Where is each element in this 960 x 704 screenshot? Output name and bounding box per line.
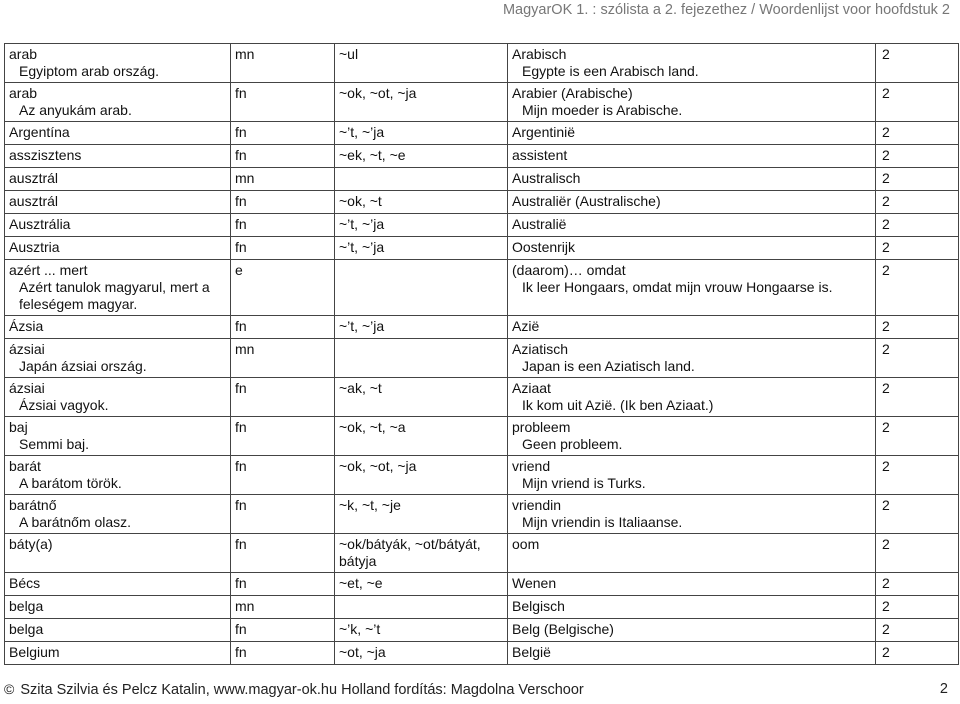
dutch-translation-text: Australisch <box>512 170 581 186</box>
part-of-speech <box>231 83 335 122</box>
part-of-speech-text: fn <box>235 85 247 101</box>
part-of-speech-text: fn <box>235 644 247 660</box>
dutch-translation <box>508 534 876 573</box>
dutch-translation <box>508 316 876 339</box>
part-of-speech <box>231 495 335 534</box>
part-of-speech-text: fn <box>235 239 247 255</box>
dutch-translation-text: Arabier (Arabische) <box>512 85 633 101</box>
dutch-translation-example: Mijn moeder is Arabische. <box>522 102 683 118</box>
table-row <box>5 417 959 456</box>
dutch-translation <box>508 495 876 534</box>
dutch-translation-text: België <box>512 644 551 660</box>
word-endings <box>335 456 508 495</box>
chapter-number <box>876 260 959 316</box>
hungarian-word <box>5 534 231 573</box>
chapter-number-text: 2 <box>882 419 890 435</box>
word-endings <box>335 316 508 339</box>
hungarian-word-example: Ázsiai vagyok. <box>19 397 109 413</box>
dutch-translation-text: Azië <box>512 318 540 334</box>
word-endings <box>335 642 508 665</box>
dutch-translation-text: (daarom)… omdat <box>512 262 626 278</box>
chapter-number-text: 2 <box>882 147 890 163</box>
chapter-number-text: 2 <box>882 124 890 140</box>
footer-authors: Szita Szilvia és Pelcz Katalin, www.magyar-ok.hu <box>20 682 338 698</box>
chapter-number-text: 2 <box>882 621 890 637</box>
word-endings <box>335 237 508 260</box>
table-row <box>5 378 959 417</box>
part-of-speech-text: fn <box>235 536 247 552</box>
dutch-translation-text: vriend <box>512 458 551 474</box>
dutch-translation-example: Geen probleem. <box>522 436 623 452</box>
part-of-speech-text: fn <box>235 193 247 209</box>
word-endings <box>335 495 508 534</box>
hungarian-word-text: Belgium <box>9 644 60 660</box>
dutch-translation <box>508 596 876 619</box>
part-of-speech-text: mn <box>235 46 255 62</box>
part-of-speech-text: mn <box>235 598 255 614</box>
hungarian-word <box>5 316 231 339</box>
dutch-translation-example: Ik leer Hongaars, omdat mijn vrouw Hongaarse is. <box>522 279 833 295</box>
dutch-translation-text: Belg (Belgische) <box>512 621 614 637</box>
chapter-number <box>876 378 959 417</box>
hungarian-word-text: belga <box>9 621 44 637</box>
hungarian-word-text: Ausztrália <box>9 216 71 232</box>
chapter-number <box>876 122 959 145</box>
hungarian-word <box>5 145 231 168</box>
chapter-number-text: 2 <box>882 46 890 62</box>
hungarian-word <box>5 260 231 316</box>
chapter-number-text: 2 <box>882 193 890 209</box>
word-endings <box>335 339 508 378</box>
word-endings-text: ~’t, ~’ja <box>339 216 385 232</box>
table-row <box>5 619 959 642</box>
chapter-number-text: 2 <box>882 239 890 255</box>
hungarian-word-text: belga <box>9 598 44 614</box>
table-row <box>5 145 959 168</box>
word-endings-text: ~’t, ~’ja <box>339 318 385 334</box>
chapter-number <box>876 316 959 339</box>
part-of-speech <box>231 417 335 456</box>
word-endings <box>335 619 508 642</box>
part-of-speech-text: fn <box>235 380 247 396</box>
dutch-translation-text: Oostenrijk <box>512 239 576 255</box>
chapter-number <box>876 642 959 665</box>
hungarian-word-text: Ázsia <box>9 318 44 334</box>
hungarian-word-text: ázsiai <box>9 341 45 357</box>
vocabulary-table-body <box>5 44 959 665</box>
page-footer <box>0 681 960 701</box>
table-row <box>5 44 959 83</box>
word-endings <box>335 417 508 456</box>
dutch-translation-text: Australiër (Australische) <box>512 193 661 209</box>
chapter-number <box>876 596 959 619</box>
word-endings <box>335 145 508 168</box>
dutch-translation-example: Ik kom uit Azië. (Ik ben Aziaat.) <box>522 397 714 413</box>
word-endings <box>335 83 508 122</box>
part-of-speech-text: fn <box>235 318 247 334</box>
hungarian-word-example: Az anyukám arab. <box>19 102 132 118</box>
dutch-translation-text: vriendin <box>512 497 562 513</box>
dutch-translation-example: Mijn vriend is Turks. <box>522 475 646 491</box>
word-endings-text: ~ok/bátyák, ~ot/bátyát, bátyja <box>339 536 481 569</box>
chapter-number <box>876 534 959 573</box>
part-of-speech-text: fn <box>235 419 247 435</box>
hungarian-word-text: arab <box>9 46 38 62</box>
chapter-number-text: 2 <box>882 262 890 278</box>
chapter-number-text: 2 <box>882 458 890 474</box>
chapter-number-text: 2 <box>882 341 890 357</box>
part-of-speech-text: fn <box>235 621 247 637</box>
word-endings-text: ~ok, ~ot, ~ja <box>339 85 417 101</box>
dutch-translation-text: probleem <box>512 419 571 435</box>
part-of-speech <box>231 456 335 495</box>
word-endings <box>335 44 508 83</box>
chapter-number <box>876 417 959 456</box>
table-row <box>5 642 959 665</box>
word-endings-text: ~’k, ~’t <box>339 621 381 637</box>
word-endings-text: ~’t, ~’ja <box>339 124 385 140</box>
hungarian-word-text: Argentína <box>9 124 70 140</box>
dutch-translation-text: oom <box>512 536 540 552</box>
chapter-number <box>876 495 959 534</box>
chapter-number-text: 2 <box>882 497 890 513</box>
word-endings <box>335 260 508 316</box>
part-of-speech-text: fn <box>235 124 247 140</box>
part-of-speech <box>231 573 335 596</box>
word-endings-text: ~ok, ~t, ~a <box>339 419 406 435</box>
table-row <box>5 316 959 339</box>
hungarian-word-text: ázsiai <box>9 380 45 396</box>
hungarian-word-text: azért ... mert <box>9 262 88 278</box>
hungarian-word-example: A barátom török. <box>19 475 122 491</box>
hungarian-word-text: ausztrál <box>9 193 59 209</box>
dutch-translation-example: Egypte is een Arabisch land. <box>522 63 699 79</box>
hungarian-word-text: baj <box>9 419 28 435</box>
table-row <box>5 214 959 237</box>
part-of-speech <box>231 378 335 417</box>
dutch-translation <box>508 260 876 316</box>
part-of-speech-text: fn <box>235 497 247 513</box>
part-of-speech <box>231 339 335 378</box>
part-of-speech <box>231 122 335 145</box>
word-endings-text: ~’t, ~’ja <box>339 239 385 255</box>
dutch-translation-text: Belgisch <box>512 598 565 614</box>
part-of-speech <box>231 168 335 191</box>
word-endings <box>335 573 508 596</box>
hungarian-word-text: barát <box>9 458 41 474</box>
hungarian-word-example: Azért tanulok magyarul, mert a feleségem magyar. <box>19 279 210 312</box>
chapter-number-text: 2 <box>882 170 890 186</box>
part-of-speech-text: fn <box>235 575 247 591</box>
part-of-speech-text: mn <box>235 341 255 357</box>
table-row <box>5 339 959 378</box>
table-row <box>5 260 959 316</box>
word-endings-text: ~ek, ~t, ~e <box>339 147 406 163</box>
dutch-translation <box>508 642 876 665</box>
table-row <box>5 122 959 145</box>
hungarian-word-text: barátnő <box>9 497 57 513</box>
part-of-speech-text: mn <box>235 170 255 186</box>
part-of-speech-text: fn <box>235 458 247 474</box>
dutch-translation <box>508 237 876 260</box>
hungarian-word-text: asszisztens <box>9 147 82 163</box>
dutch-translation-text: Aziaat <box>512 380 551 396</box>
dutch-translation <box>508 168 876 191</box>
word-endings-text: ~ul <box>339 46 359 62</box>
chapter-number <box>876 237 959 260</box>
table-row <box>5 191 959 214</box>
chapter-number <box>876 168 959 191</box>
chapter-number-text: 2 <box>882 380 890 396</box>
dutch-translation <box>508 573 876 596</box>
dutch-translation <box>508 417 876 456</box>
table-row <box>5 573 959 596</box>
dutch-translation <box>508 145 876 168</box>
word-endings-text: ~k, ~t, ~je <box>339 497 401 513</box>
hungarian-word-example: Japán ázsiai ország. <box>19 358 147 374</box>
hungarian-word-text: ausztrál <box>9 170 59 186</box>
chapter-number <box>876 339 959 378</box>
hungarian-word-example: A barátnőm olasz. <box>19 514 132 530</box>
word-endings <box>335 168 508 191</box>
part-of-speech-text: e <box>235 262 243 278</box>
part-of-speech-text: fn <box>235 216 247 232</box>
part-of-speech-text: fn <box>235 147 247 163</box>
hungarian-word <box>5 168 231 191</box>
hungarian-word-example: Egyiptom arab ország. <box>19 63 160 79</box>
hungarian-word <box>5 214 231 237</box>
chapter-number <box>876 83 959 122</box>
dutch-translation-example: Mijn vriendin is Italiaanse. <box>522 514 683 530</box>
part-of-speech <box>231 642 335 665</box>
dutch-translation <box>508 122 876 145</box>
chapter-number <box>876 214 959 237</box>
word-endings-text: ~ok, ~ot, ~ja <box>339 458 417 474</box>
chapter-number-text: 2 <box>882 216 890 232</box>
footer-translation: Holland fordítás: Magdolna Verschoor <box>341 682 584 698</box>
part-of-speech <box>231 237 335 260</box>
copyright-icon: © <box>4 681 15 697</box>
part-of-speech <box>231 214 335 237</box>
hungarian-word <box>5 83 231 122</box>
word-endings-text: ~ak, ~t <box>339 380 382 396</box>
part-of-speech <box>231 44 335 83</box>
chapter-number <box>876 456 959 495</box>
dutch-translation <box>508 44 876 83</box>
dutch-translation-text: Arabisch <box>512 46 567 62</box>
part-of-speech <box>231 596 335 619</box>
word-endings <box>335 122 508 145</box>
hungarian-word <box>5 417 231 456</box>
hungarian-word <box>5 339 231 378</box>
part-of-speech <box>231 260 335 316</box>
dutch-translation-example: Japan is een Aziatisch land. <box>522 358 695 374</box>
table-row <box>5 83 959 122</box>
part-of-speech <box>231 191 335 214</box>
chapter-number-text: 2 <box>882 644 890 660</box>
word-endings-text: ~ot, ~ja <box>339 644 386 660</box>
dutch-translation-text: assistent <box>512 147 568 163</box>
table-row <box>5 456 959 495</box>
vocabulary-table <box>4 43 959 665</box>
hungarian-word <box>5 44 231 83</box>
word-endings <box>335 191 508 214</box>
word-endings-text: ~et, ~e <box>339 575 383 591</box>
dutch-translation-text: Argentinië <box>512 124 576 140</box>
hungarian-word <box>5 191 231 214</box>
dutch-translation-text: Australië <box>512 216 567 232</box>
dutch-translation-text: Aziatisch <box>512 341 569 357</box>
dutch-translation <box>508 378 876 417</box>
dutch-translation-text: Wenen <box>512 575 557 591</box>
word-endings <box>335 378 508 417</box>
hungarian-word-text: Ausztria <box>9 239 60 255</box>
hungarian-word <box>5 495 231 534</box>
chapter-number-text: 2 <box>882 318 890 334</box>
word-endings <box>335 596 508 619</box>
table-row <box>5 534 959 573</box>
hungarian-word-text: Bécs <box>9 575 41 591</box>
hungarian-word-example: Semmi baj. <box>19 436 90 452</box>
chapter-number-text: 2 <box>882 575 890 591</box>
table-row <box>5 168 959 191</box>
dutch-translation <box>508 191 876 214</box>
table-row <box>5 495 959 534</box>
word-endings <box>335 534 508 573</box>
dutch-translation <box>508 339 876 378</box>
hungarian-word <box>5 378 231 417</box>
table-row <box>5 237 959 260</box>
chapter-number <box>876 191 959 214</box>
chapter-number <box>876 619 959 642</box>
dutch-translation <box>508 456 876 495</box>
footer-credits <box>4 681 584 698</box>
chapter-number <box>876 573 959 596</box>
hungarian-word-text: arab <box>9 85 38 101</box>
word-endings <box>335 214 508 237</box>
hungarian-word <box>5 122 231 145</box>
hungarian-word-text: báty(a) <box>9 536 53 552</box>
chapter-number-text: 2 <box>882 598 890 614</box>
part-of-speech <box>231 619 335 642</box>
dutch-translation <box>508 214 876 237</box>
part-of-speech <box>231 316 335 339</box>
table-row <box>5 596 959 619</box>
dutch-translation <box>508 83 876 122</box>
chapter-number-text: 2 <box>882 536 890 552</box>
part-of-speech <box>231 534 335 573</box>
word-endings-text: ~ok, ~t <box>339 193 382 209</box>
hungarian-word <box>5 573 231 596</box>
hungarian-word <box>5 596 231 619</box>
chapter-number-text: 2 <box>882 85 890 101</box>
dutch-translation <box>508 619 876 642</box>
chapter-number <box>876 145 959 168</box>
hungarian-word <box>5 237 231 260</box>
hungarian-word <box>5 642 231 665</box>
hungarian-word <box>5 619 231 642</box>
page-number: 2 <box>939 681 948 697</box>
hungarian-word <box>5 456 231 495</box>
page-header-title: MagyarOK 1. : szólista a 2. fejezethez / Woordenlijst voor hoofdstuk 2 <box>502 2 950 18</box>
chapter-number <box>876 44 959 83</box>
part-of-speech <box>231 145 335 168</box>
